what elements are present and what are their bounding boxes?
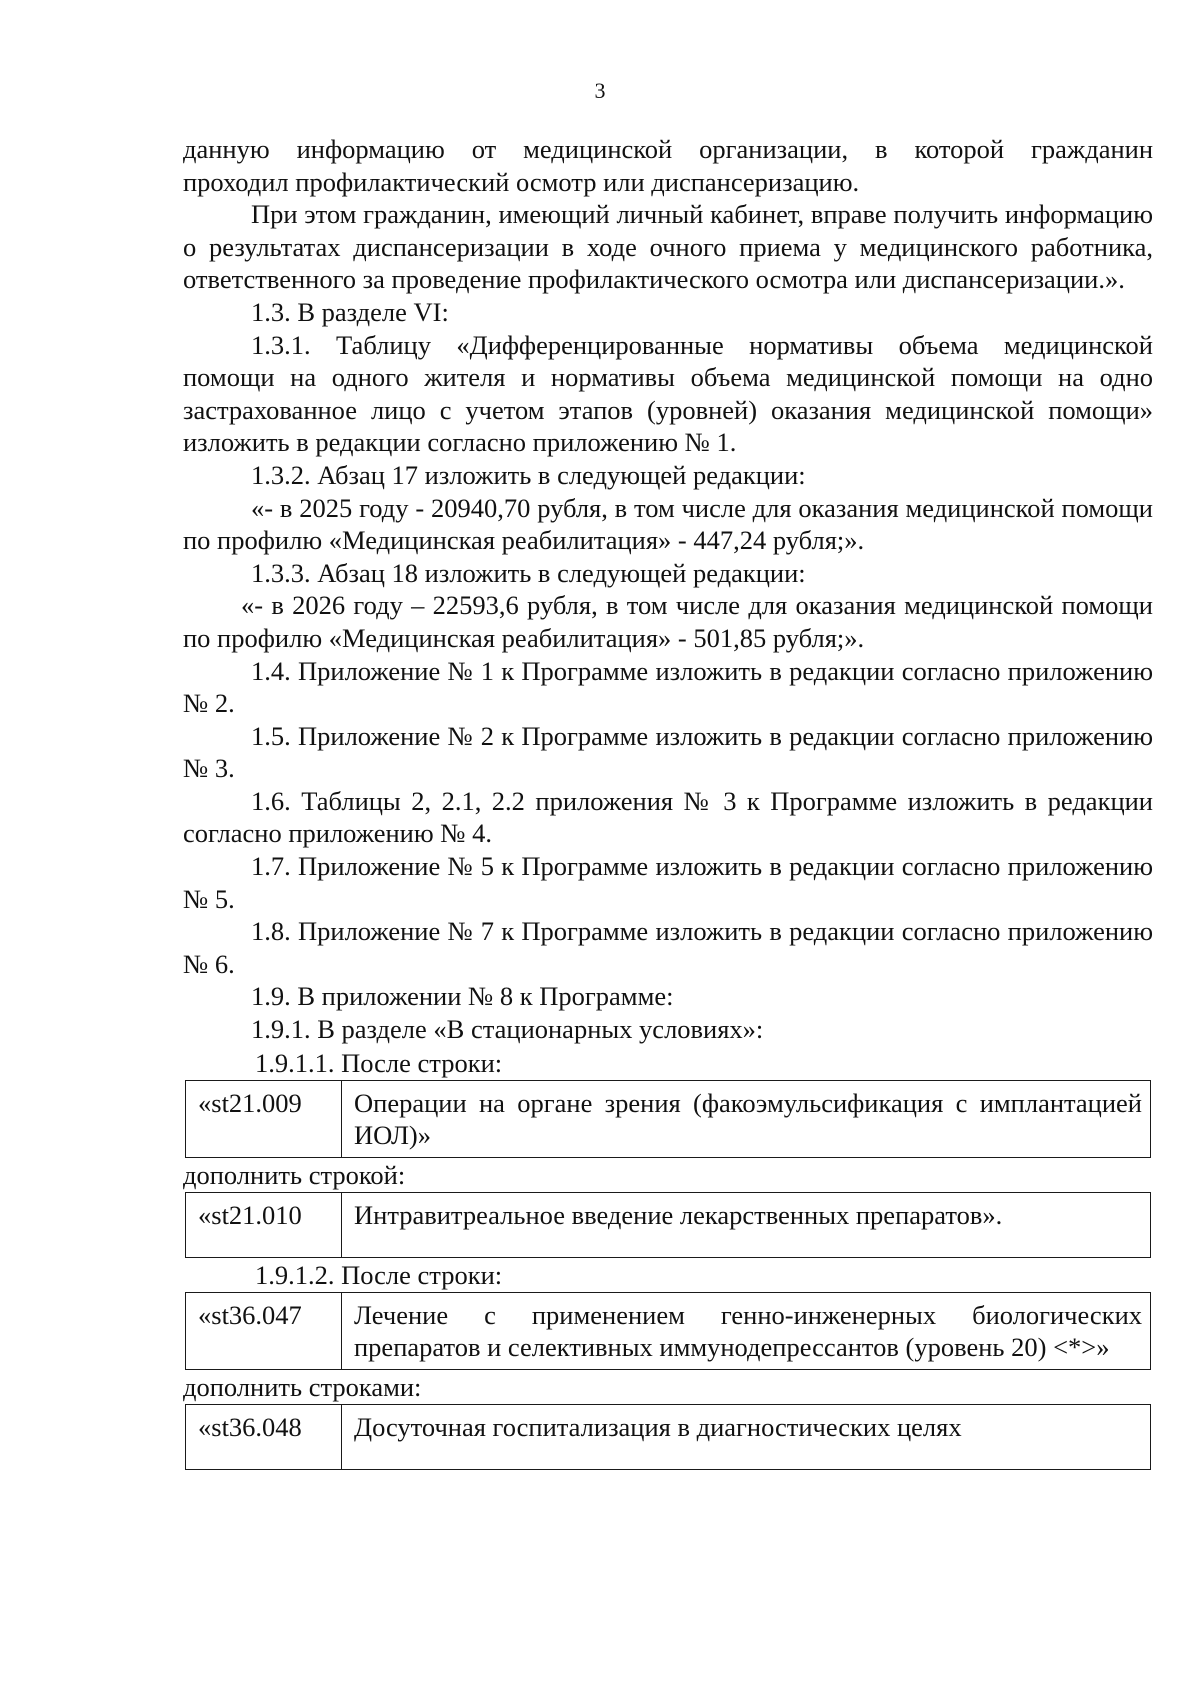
table-new-row-st36-048 xyxy=(185,1404,1151,1470)
section-1-3: 1.3. В разделе VI: xyxy=(251,296,449,327)
section-1-9-1-1: 1.9.1.1. После строки: xyxy=(255,1047,503,1078)
section-1-3-3: 1.3.3. Абзац 18 изложить в следующей редакции: xyxy=(251,557,806,588)
section-1-4: 1.4. Приложение № 1 к Программе изложить в редакции согласно приложению № 2. xyxy=(183,655,1153,719)
table-after-row-st36-047 xyxy=(185,1292,1151,1370)
section-1-7: 1.7. Приложение № 5 к Программе изложить в редакции согласно приложению № 5. xyxy=(183,851,1153,914)
page-number: 3 xyxy=(594,78,606,103)
section-1-6: 1.6. Таблицы 2, 2.1, 2.2 приложения № 3 к Программе изложить в редакции согласно приложению № 4. xyxy=(183,785,1153,849)
section-1-3-1: 1.3.1. Таблицу «Дифференцированные нормативы объема медицинской помощи на одного жителя и нормативы объема медицинской помощи на одно застрахованное лицо с учетом этапов (уровней) оказания медицинской помощи» изложить в редакции согласно приложению № 1. xyxy=(183,329,1153,458)
row-code: «st36.048 xyxy=(186,1404,342,1469)
row-code: «st21.009 xyxy=(186,1080,342,1157)
table-after-row-st21-009 xyxy=(185,1080,1151,1158)
row-code: «st21.010 xyxy=(186,1192,342,1257)
section-1-8: 1.8. Приложение № 7 к Программе изложить в редакции согласно приложению № 6. xyxy=(183,916,1153,979)
section-1-3-2: 1.3.2. Абзац 17 изложить в следующей редакции: xyxy=(251,459,806,490)
add-rows-label: дополнить строками: xyxy=(183,1371,422,1402)
table-row xyxy=(186,1192,1151,1257)
section-1-9: 1.9. В приложении № 8 к Программе: xyxy=(251,981,674,1012)
row-description: Интравитреальное введение лекарственных препаратов». xyxy=(342,1192,1151,1257)
row-description: Лечение с применением генно-инженерных биологических препаратов и селективных иммунодепрессантов (уровень 20) <*>» xyxy=(342,1292,1151,1369)
paragraph-continuation-line2: проходил профилактический осмотр или диспансеризацию. xyxy=(183,166,860,197)
table-new-row-st21-010 xyxy=(185,1192,1151,1258)
paragraph-personal-account: При этом гражданин, имеющий личный кабинет, вправе получить информацию о результатах диспансеризации в ходе очного приема у медицинского работника, ответственного за проведение профилактического осмотра или диспансеризации.». xyxy=(183,199,1153,295)
section-1-5: 1.5. Приложение № 2 к Программе изложить в редакции согласно приложению № 3. xyxy=(183,720,1153,784)
add-row-label: дополнить строкой: xyxy=(183,1159,406,1190)
paragraph-continuation-line1: данную информацию от медицинской организации, в которой гражданин xyxy=(183,134,1153,164)
table-row xyxy=(186,1080,1151,1157)
table-row xyxy=(186,1292,1151,1369)
row-description: Операции на органе зрения (факоэмульсификация с имплантацией ИОЛ)» xyxy=(342,1080,1151,1157)
table-row xyxy=(186,1404,1151,1469)
document-body xyxy=(183,133,1153,1470)
section-1-3-3-text: «- в 2026 году – 22593,6 рубля, в том числе для оказания медицинской помощи по профилю «Медицинская реабилитация» - 501,85 рубля;». xyxy=(183,590,1153,653)
row-description: Досуточная госпитализация в диагностических целях xyxy=(342,1404,1151,1469)
section-1-3-2-text: «- в 2025 году - 20940,70 рубля, в том числе для оказания медицинской помощи по профилю «Медицинская реабилитация» - 447,24 рубля;». xyxy=(183,492,1153,556)
section-1-9-1: 1.9.1. В разделе «В стационарных условиях»: xyxy=(251,1014,764,1045)
section-1-9-1-2: 1.9.1.2. После строки: xyxy=(255,1259,503,1290)
row-code: «st36.047 xyxy=(186,1292,342,1369)
